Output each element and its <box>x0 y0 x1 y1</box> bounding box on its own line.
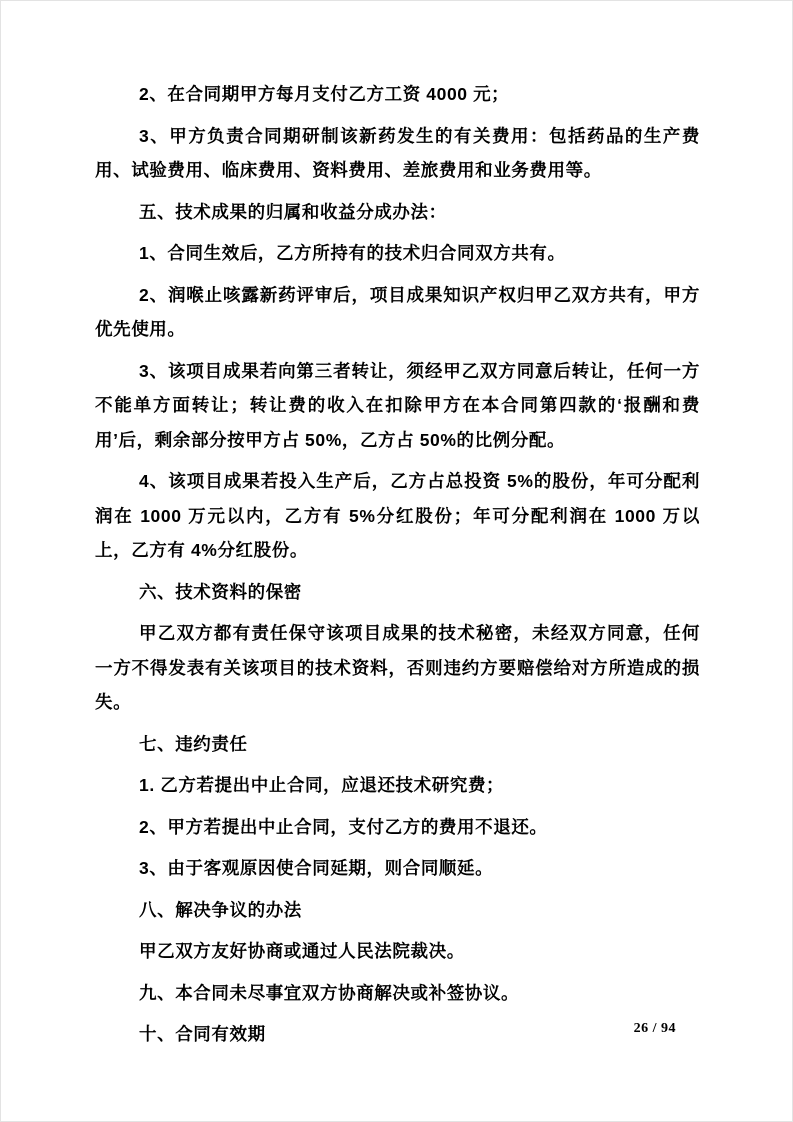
paragraph: 2、甲方若提出中止合同，支付乙方的费用不退还。 <box>139 816 548 837</box>
paragraph: 3、由于客观原因使合同延期，则合同顺延。 <box>139 858 494 878</box>
paragraph-heading: 八、解决争议的办法 <box>139 899 302 920</box>
paragraph: 1. 乙方若提出中止合同，应退还技术研究费； <box>139 775 505 795</box>
paragraph: 4、该项目成果若投入生产后，乙方占总投资 5%的股份，年可分配利润在 1000 万元以内，乙方有 5%分红股份；年可分配利润在 1000 万以上，乙方有 4%分红股份。 <box>95 471 700 560</box>
paragraph-heading: 十、合同有效期 <box>139 1024 266 1044</box>
paragraph: 3、该项目成果若向第三者转让，须经甲乙双方同意后转让，任何一方不能单方面转让；转让费的收入在扣除甲方在本合同第四款的‘报酬和费用’后，剩余部分按甲方占 50%，乙方占 50%的比例分配。 <box>95 360 700 450</box>
page-number: 26 / 94 <box>633 1021 676 1036</box>
paragraph-heading: 六、技术资料的保密 <box>139 581 302 602</box>
paragraph: 甲乙双方友好协商或通过人民法院裁决。 <box>139 941 465 961</box>
paragraph: 2、润喉止咳露新药评审后，项目成果知识产权归甲乙双方共有，甲方优先使用。 <box>95 284 700 339</box>
paragraph: 3、甲方负责合同期研制该新药发生的有关费用：包括药品的生产费用、试验费用、临床费用、资料费用、差旅费用和业务费用等。 <box>95 125 700 180</box>
document-body <box>1 1 792 1052</box>
paragraph: 九、本合同未尽事宜双方协商解决或补签协议。 <box>139 982 520 1003</box>
paragraph: 甲乙双方都有责任保守该项目成果的技术秘密，未经双方同意，任何一方不得发表有关该项目的技术资料，否则违约方要赔偿给对方所造成的损失。 <box>95 623 700 712</box>
paragraph: 2、在合同期甲方每月支付乙方工资 4000 元； <box>139 84 510 104</box>
paragraph-heading: 五、技术成果的归属和收益分成办法： <box>139 201 447 222</box>
paragraph-heading: 七、违约责任 <box>139 733 248 754</box>
paragraph: 1、合同生效后，乙方所持有的技术归合同双方共有。 <box>139 243 566 263</box>
